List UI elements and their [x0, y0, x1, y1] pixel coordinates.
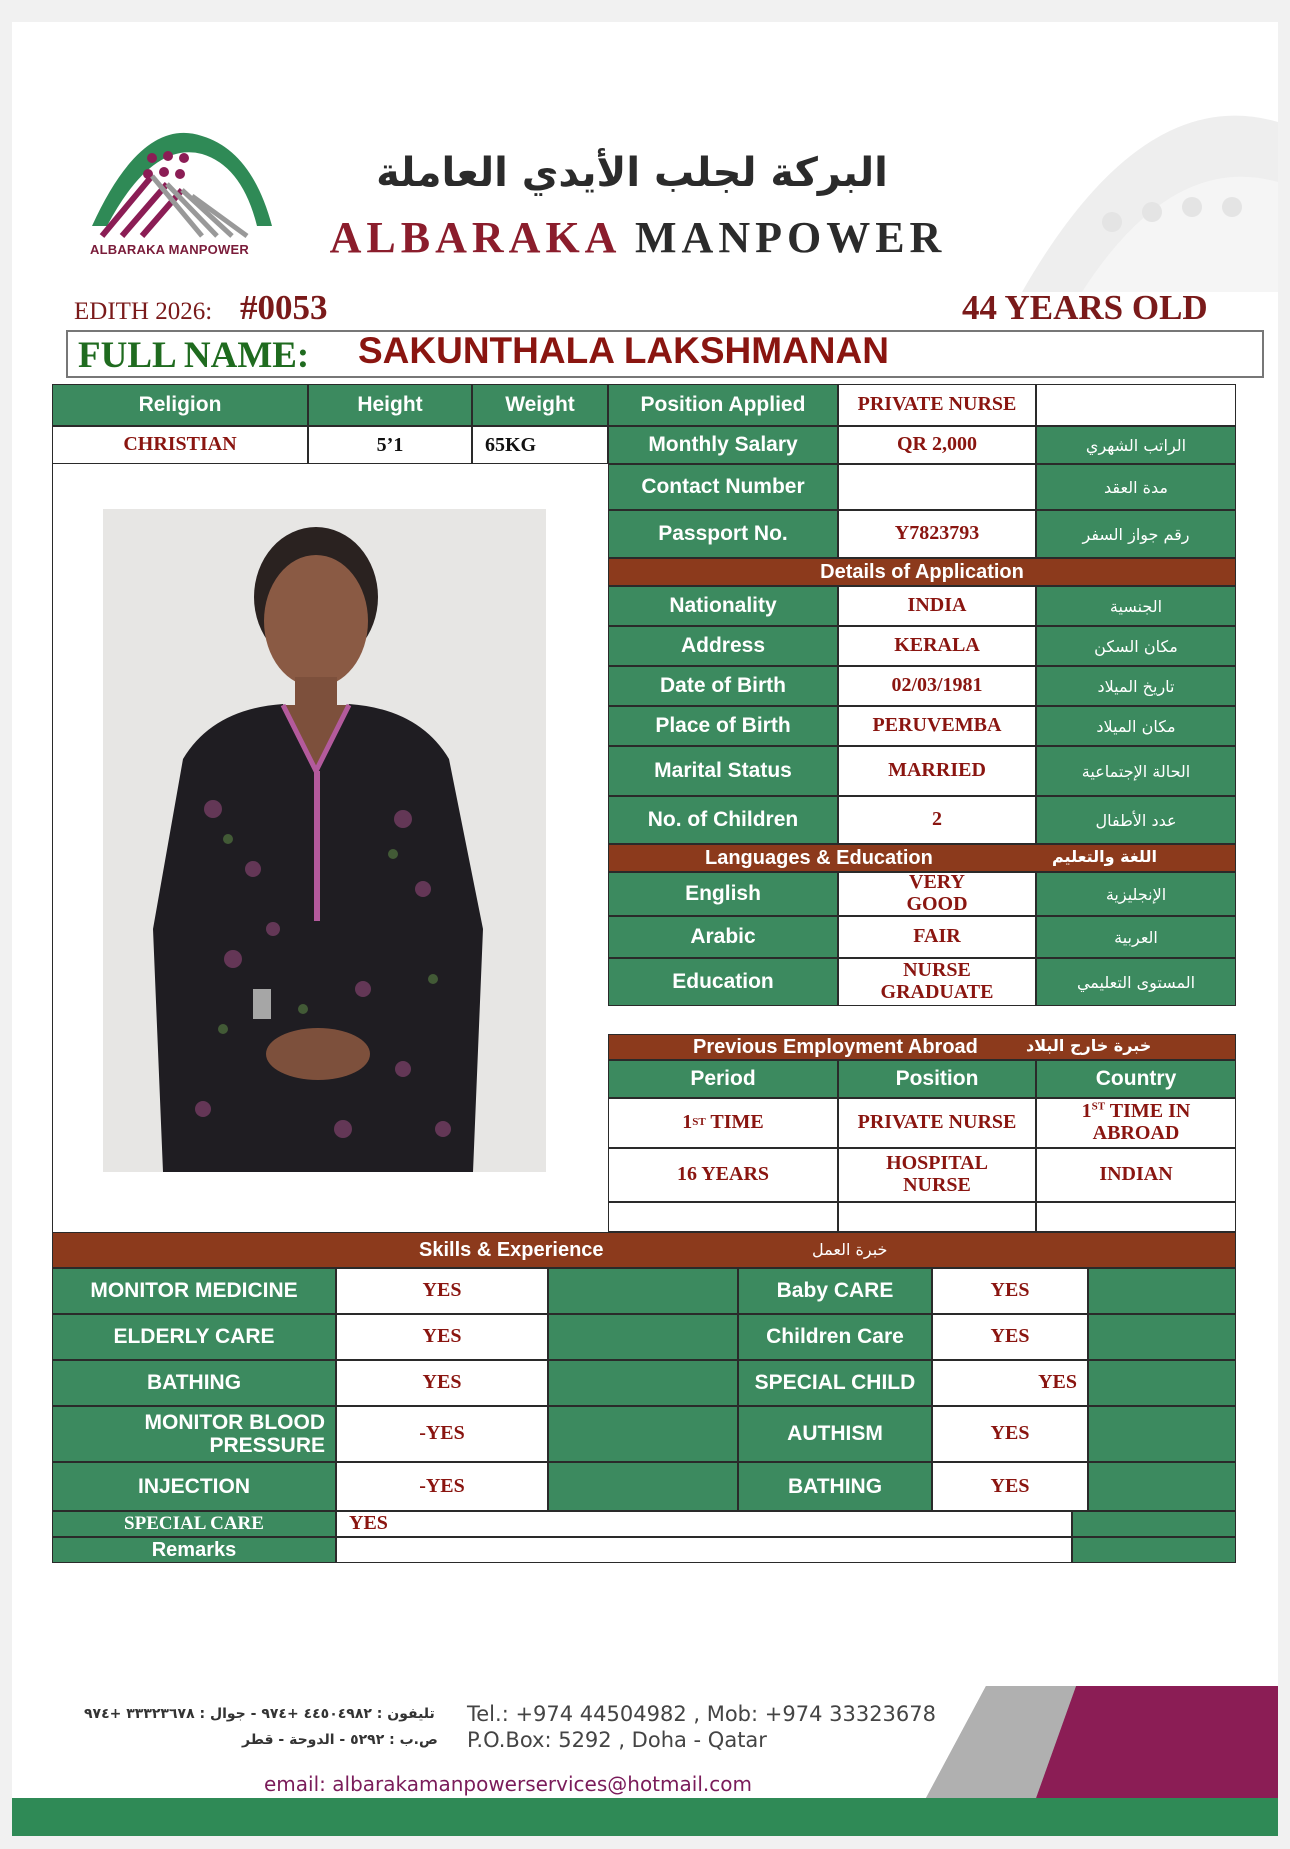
details-arabic: عدد الأطفال	[1036, 796, 1236, 844]
skill-label: MONITOR MEDICINE	[52, 1268, 336, 1314]
height-header: Height	[308, 384, 472, 426]
age-label: 44 YEARS OLD	[962, 288, 1208, 327]
period-1-rest: TIME	[705, 1111, 764, 1134]
employment-position-2: HOSPITAL NURSE	[838, 1148, 1036, 1202]
details-value: MARRIED	[838, 746, 1036, 796]
weight-value: 65KG	[472, 426, 608, 464]
position-applied-label: Position Applied	[608, 384, 838, 426]
language-value: VERY GOOD	[838, 872, 1036, 916]
skill-value: YES	[932, 1314, 1088, 1360]
details-label: Place of Birth	[608, 706, 838, 746]
skill-label: BATHING	[738, 1462, 932, 1511]
employment-position-1: PRIVATE NURSE	[838, 1098, 1036, 1148]
details-label: Marital Status	[608, 746, 838, 796]
company-name-english	[308, 212, 968, 263]
employment-country-1	[1036, 1098, 1236, 1148]
period-1-number: 1	[682, 1111, 693, 1134]
language-arabic: العربية	[1036, 916, 1236, 958]
country-1-number: 1	[1081, 1100, 1092, 1122]
language-label: English	[608, 872, 838, 916]
footer-tel: Tel.: +974 44504982 , Mob: +974 33323678	[467, 1702, 936, 1726]
remarks-label: Remarks	[52, 1537, 336, 1563]
details-value: KERALA	[838, 626, 1036, 666]
skill-spacer	[1088, 1406, 1236, 1462]
details-arabic: مكان الميلاد	[1036, 706, 1236, 746]
company-name-arabic: البركة لجلب الأيدي العاملة	[376, 150, 888, 196]
contact-number-value	[838, 464, 1036, 510]
details-band: Details of Application	[608, 558, 1236, 586]
details-label: Address	[608, 626, 838, 666]
skill-value: -YES	[336, 1462, 548, 1511]
skill-value: YES	[336, 1360, 548, 1406]
skill-spacer	[1088, 1462, 1236, 1511]
skill-label: SPECIAL CHILD	[738, 1360, 932, 1406]
country-1-sup: ST	[1091, 1100, 1106, 1113]
details-value: INDIA	[838, 586, 1036, 626]
skill-label: MONITOR BLOOD PRESSURE	[52, 1406, 336, 1462]
company-name-word-1: ALBARAKA	[329, 213, 620, 262]
religion-value: CHRISTIAN	[52, 426, 308, 464]
skill-spacer	[548, 1314, 738, 1360]
period-1-sup: ST	[692, 1116, 706, 1129]
full-name-label: FULL NAME:	[78, 335, 310, 376]
skill-label: INJECTION	[52, 1462, 336, 1511]
skill-spacer	[1088, 1268, 1236, 1314]
employment-country-header: Country	[1036, 1060, 1236, 1098]
skill-value: YES	[932, 1462, 1088, 1511]
skill-spacer	[1088, 1360, 1236, 1406]
edition-label: EDITH 2026:	[74, 298, 213, 325]
passport-arabic: رقم جواز السفر	[1036, 510, 1236, 558]
religion-header: Religion	[52, 384, 308, 426]
position-applied-value: PRIVATE NURSE	[838, 384, 1036, 426]
passport-value: Y7823793	[838, 510, 1036, 558]
employment-country-2: INDIAN	[1036, 1148, 1236, 1202]
weight-header: Weight	[472, 384, 608, 426]
footer-decoration	[926, 1686, 1278, 1798]
footer-tel-arabic: تليفون : ٤٤٥٠٤٩٨٢ +٩٧٤ - جوال : ٣٣٣٢٣٦٧٨ +٩٧٤	[84, 1706, 435, 1722]
monthly-salary-arabic: الراتب الشهري	[1036, 426, 1236, 464]
languages-band-arabic: اللغة والتعليم	[1052, 847, 1157, 866]
skill-value: YES	[336, 1314, 548, 1360]
details-arabic: الجنسية	[1036, 586, 1236, 626]
logo-caption: ALBARAKA MANPOWER	[90, 242, 249, 257]
skill-spacer	[548, 1268, 738, 1314]
language-value: NURSE GRADUATE	[838, 958, 1036, 1006]
skills-band-arabic: خبرة العمل	[812, 1240, 888, 1259]
language-value: FAIR	[838, 916, 1036, 958]
remarks-green	[1072, 1537, 1236, 1563]
footer-po: P.O.Box: 5292 , Doha - Qatar	[467, 1728, 767, 1752]
contact-number-arabic: مدة العقد	[1036, 464, 1236, 510]
employment-blank-2	[838, 1202, 1036, 1232]
monthly-salary-value: QR 2,000	[838, 426, 1036, 464]
albaraka-logo	[82, 106, 282, 286]
contact-number-label: Contact Number	[608, 464, 838, 510]
skill-label: ELDERLY CARE	[52, 1314, 336, 1360]
monthly-salary-label: Monthly Salary	[608, 426, 838, 464]
passport-label: Passport No.	[608, 510, 838, 558]
employment-period-1	[608, 1098, 838, 1148]
skill-value: YES	[932, 1268, 1088, 1314]
skill-spacer	[548, 1406, 738, 1462]
skill-spacer	[548, 1360, 738, 1406]
skill-spacer	[1088, 1314, 1236, 1360]
applicant-photo	[103, 509, 546, 1172]
skill-label: AUTHISM	[738, 1406, 932, 1462]
footer-green-strip	[12, 1798, 1278, 1836]
company-name-word-2: MANPOWER	[635, 213, 947, 262]
skill-spacer	[548, 1462, 738, 1511]
special-care-value: YES	[336, 1511, 1072, 1537]
reference-number: #0053	[240, 288, 328, 327]
details-value: 02/03/1981	[838, 666, 1036, 706]
skill-label: BATHING	[52, 1360, 336, 1406]
language-label: Arabic	[608, 916, 838, 958]
language-arabic: الإنجليزية	[1036, 872, 1236, 916]
skill-value: YES	[336, 1268, 548, 1314]
details-arabic: مكان السكن	[1036, 626, 1236, 666]
footer-email: email: albarakamanpowerservices@hotmail.com	[264, 1772, 752, 1796]
document-page	[12, 22, 1278, 1836]
employment-period-2: 16 YEARS	[608, 1148, 838, 1202]
skill-value: YES	[932, 1360, 1088, 1406]
remarks-value	[336, 1537, 1072, 1563]
employment-band-arabic: خبرة خارج البلاد	[1026, 1036, 1152, 1055]
details-arabic: الحالة الإجتماعية	[1036, 746, 1236, 796]
footer-po-arabic: ص.ب : ٥٢٩٢ - الدوحة - قطر	[242, 1732, 438, 1748]
skill-value: YES	[932, 1406, 1088, 1462]
skill-label: Children Care	[738, 1314, 932, 1360]
position-applied-blank	[1036, 384, 1236, 426]
skill-value: -YES	[336, 1406, 548, 1462]
full-name-value: SAKUNTHALA LAKSHMANAN	[358, 330, 889, 371]
details-label: Date of Birth	[608, 666, 838, 706]
country-1-rest: TIME IN ABROAD	[1092, 1100, 1195, 1144]
details-value: 2	[838, 796, 1036, 844]
details-label: Nationality	[608, 586, 838, 626]
employment-blank-1	[608, 1202, 838, 1232]
languages-band: Languages & Education	[608, 844, 1236, 872]
employment-blank-3	[1036, 1202, 1236, 1232]
details-arabic: تاريخ الميلاد	[1036, 666, 1236, 706]
language-arabic: المستوى التعليمي	[1036, 958, 1236, 1006]
language-label: Education	[608, 958, 838, 1006]
employment-position-header: Position	[838, 1060, 1036, 1098]
skill-label: Baby CARE	[738, 1268, 932, 1314]
details-label: No. of Children	[608, 796, 838, 844]
employment-period-header: Period	[608, 1060, 838, 1098]
height-value: 5’1	[308, 426, 472, 464]
special-care-green	[1072, 1511, 1236, 1537]
employment-band: Previous Employment Abroad	[608, 1034, 1236, 1060]
skills-band: Skills & Experience	[52, 1232, 1236, 1268]
decorative-arches-graphic	[1002, 62, 1278, 292]
special-care-label: SPECIAL CARE	[52, 1511, 336, 1537]
details-value: PERUVEMBA	[838, 706, 1036, 746]
